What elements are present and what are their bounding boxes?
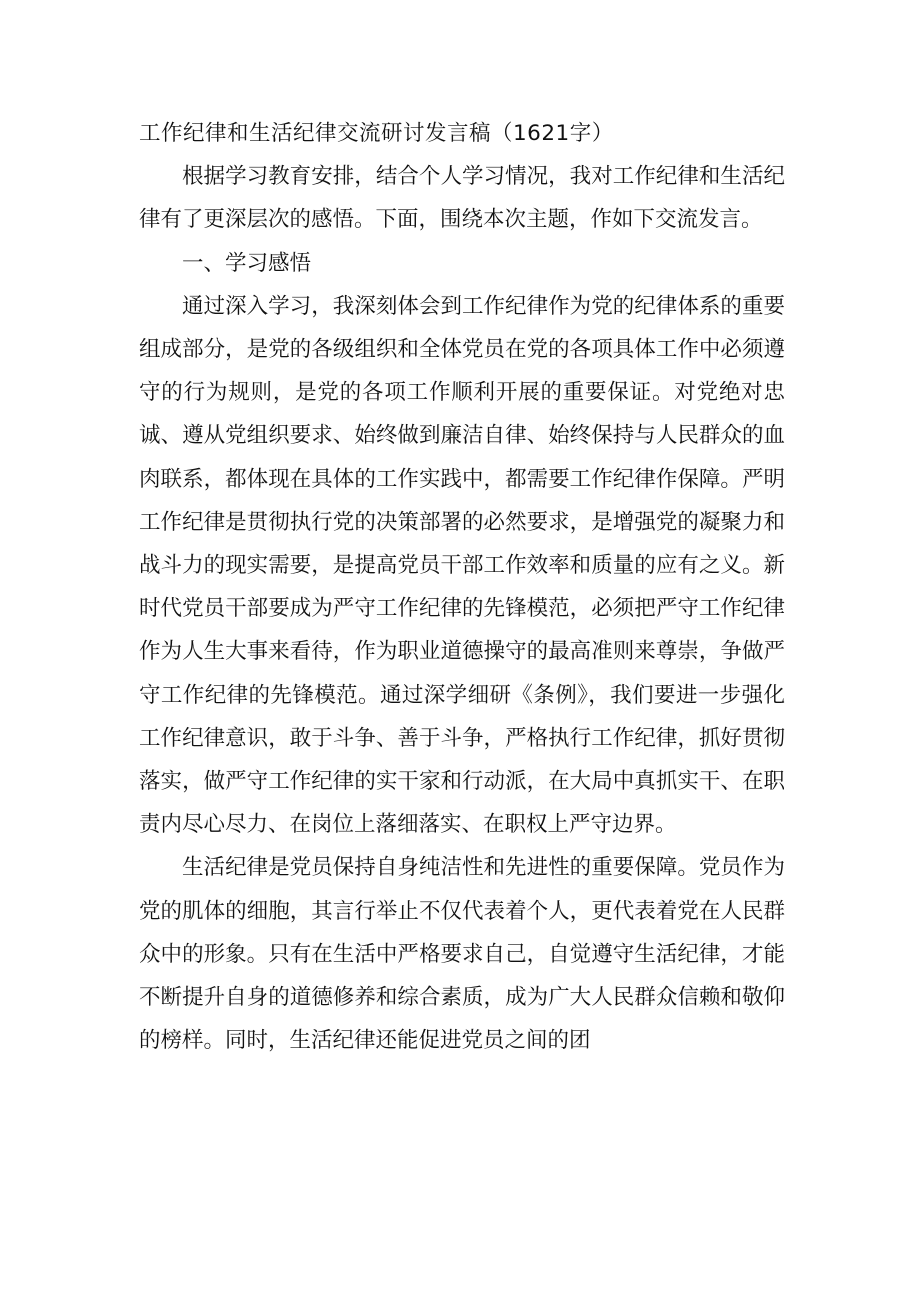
- work-discipline-paragraph: 通过深入学习，我深刻体会到工作纪律作为党的纪律体系的重要组成部分，是党的各级组织和全体党员在党的各项具体工作中必须遵守的行为规则，是党的各项工作顺利开展的重要保证。对党绝对忠诚、遵从党组织要求、始终做到廉洁自律、始终保持与人民群众的血肉联系，都体现在具体的工作实践中，都需要工作纪律作保障。严明工作纪律是贯彻执行党的决策部署的必然要求，是增强党的凝聚力和战斗力的现实需要，是提高党员干部工作效率和质量的应有之义。新时代党员干部要成为严守工作纪律的先锋模范，必须把严守工作纪律作为人生大事来看待，作为职业道德操守的最高准则来尊崇，争做严守工作纪律的先锋模范。通过深学细研《条例》，我们要进一步强化工作纪律意识，敢于斗争、善于斗争，严格执行工作纪律，抓好贯彻落实，做严守工作纪律的实干家和行动派，在大局中真抓实干、在职责内尽心尽力、在岗位上落细落实、在职权上严守边界。: [139, 293, 785, 838]
- life-discipline-paragraph: 生活纪律是党员保持自身纯洁性和先进性的重要保障。党员作为党的肌体的细胞，其言行举止不仅代表着个人，更代表着党在人民群众中的形象。只有在生活中严格要求自己，自觉遵守生活纪律，才能不断提升自身的道德修养和综合素质，成为广大人民群众信赖和敬仰的榜样。同时，生活纪律还能促进党员之间的团: [139, 855, 785, 1054]
- document-body: [139, 112, 785, 1062]
- section-heading: 一、学习感悟: [182, 250, 312, 276]
- document-title: 工作纪律和生活纪律交流研讨发言稿（1621字）: [139, 121, 614, 146]
- intro-paragraph: 根据学习教育安排，结合个人学习情况，我对工作纪律和生活纪律有了更深层次的感悟。下面，围绕本次主题，作如下交流发言。: [139, 164, 785, 233]
